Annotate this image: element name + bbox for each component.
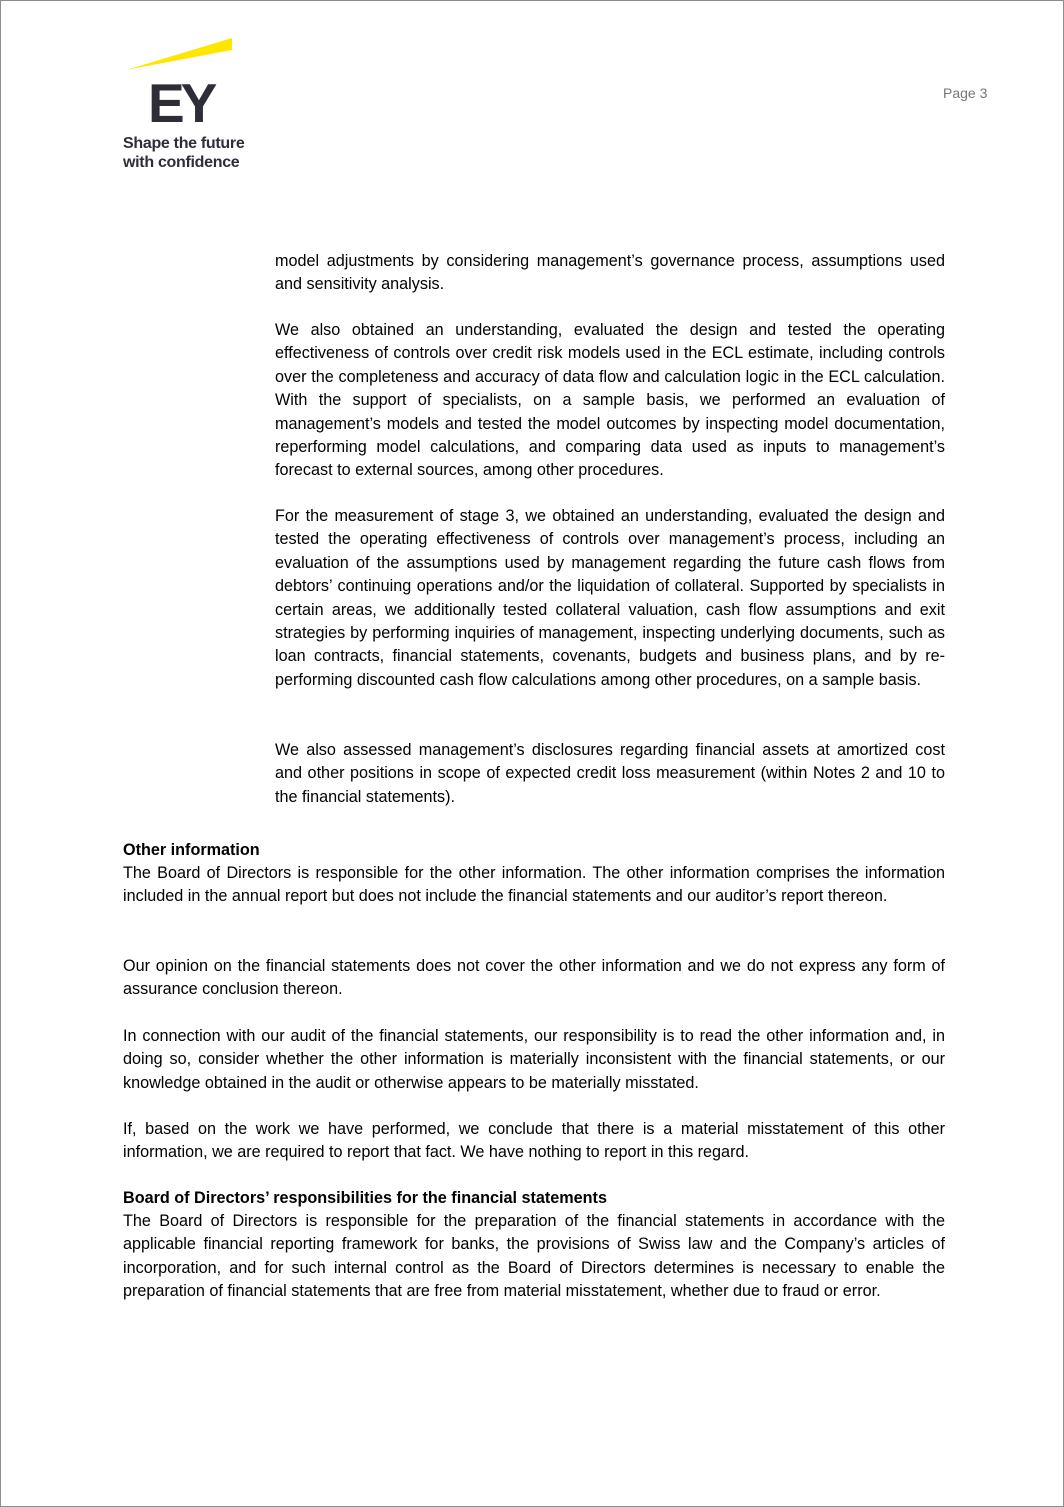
paragraph-audit-responsibility: In connection with our audit of the financial statements, our responsibility is to read the other information and, in doing so, consider whether the other information is materially inconsistent with the financial statements, or our knowledge obtained in the audit or otherwise appears to be materially misstated. bbox=[123, 1027, 945, 1092]
page-number: Page 3 bbox=[943, 85, 988, 101]
tagline-line-2: with confidence bbox=[123, 154, 240, 171]
paragraph-stage-3-measurement: For the measurement of stage 3, we obtained an understanding, evaluated the design and tested the operating effectiveness of controls over management’s process, including an evaluation of the assumptions used by management regarding the future cash flows from debtors’ continuing operations and/or the liquidation of collateral. Supported by specialists in certain areas, we additionally tested collateral valuation, cash flow assumptions and exit strategies by performing inquiries of management, inspecting underlying documents, such as loan contracts, financial statements, covenants, budgets and business plans, and by re-performing discounted cash flow calculations among other procedures, on a sample basis. bbox=[275, 507, 945, 689]
paragraph-model-adjustments: model adjustments by considering management’s governance process, assumptions used and sensitivity analysis. bbox=[275, 252, 945, 294]
paragraph-disclosures: We also assessed management’s disclosures regarding financial assets at amortized cost and other positions in scope of expected credit loss measurement (within Notes 2 and 10 to the financial statements). bbox=[275, 741, 945, 806]
paragraph-nothing-to-report: If, based on the work we have performed, we conclude that there is a material misstatement of this other information, we are required to report that fact. We have nothing to report in this regard. bbox=[123, 1120, 945, 1162]
paragraph-board-responsibility: The Board of Directors is responsible for the preparation of the financial statements in accordance with the applicable financial reporting framework for banks, the provisions of Swiss law and the Company’s articles of incorporation, and for such internal control as the Board of Directors determines is necessary to enable the preparation of financial statements that are free from material misstatement, whether due to fraud or error. bbox=[123, 1212, 945, 1301]
paragraph-opinion-scope: Our opinion on the financial statements does not cover the other information and we do not express any form of assurance conclusion thereon. bbox=[123, 957, 945, 999]
heading-board-responsibilities: Board of Directors’ responsibilities for the financial statements bbox=[123, 1189, 607, 1207]
ey-logo bbox=[122, 37, 262, 177]
ey-tagline bbox=[123, 134, 244, 172]
paragraph-controls-credit-risk: We also obtained an understanding, evaluated the design and tested the operating effectiveness of controls over credit risk models used in the ECL estimate, including controls over the completeness and accuracy of data flow and calculation logic in the ECL calculation. With the support of specialists, on a sample basis, we performed an evaluation of management’s models and tested the model outcomes by inspecting model documentation, reperforming model calculations, and comparing data used as inputs to management’s forecast to external sources, among other procedures. bbox=[275, 321, 945, 480]
paragraph-other-info-responsibility: The Board of Directors is responsible for the other information. The other information comprises the information included in the annual report but does not include the financial statements and our auditor’s report thereon. bbox=[123, 864, 945, 906]
tagline-line-1: Shape the future bbox=[123, 135, 245, 152]
ey-logo-text: EY bbox=[148, 72, 214, 127]
ey-logo-mark bbox=[122, 37, 234, 127]
heading-other-information: Other information bbox=[123, 841, 260, 859]
